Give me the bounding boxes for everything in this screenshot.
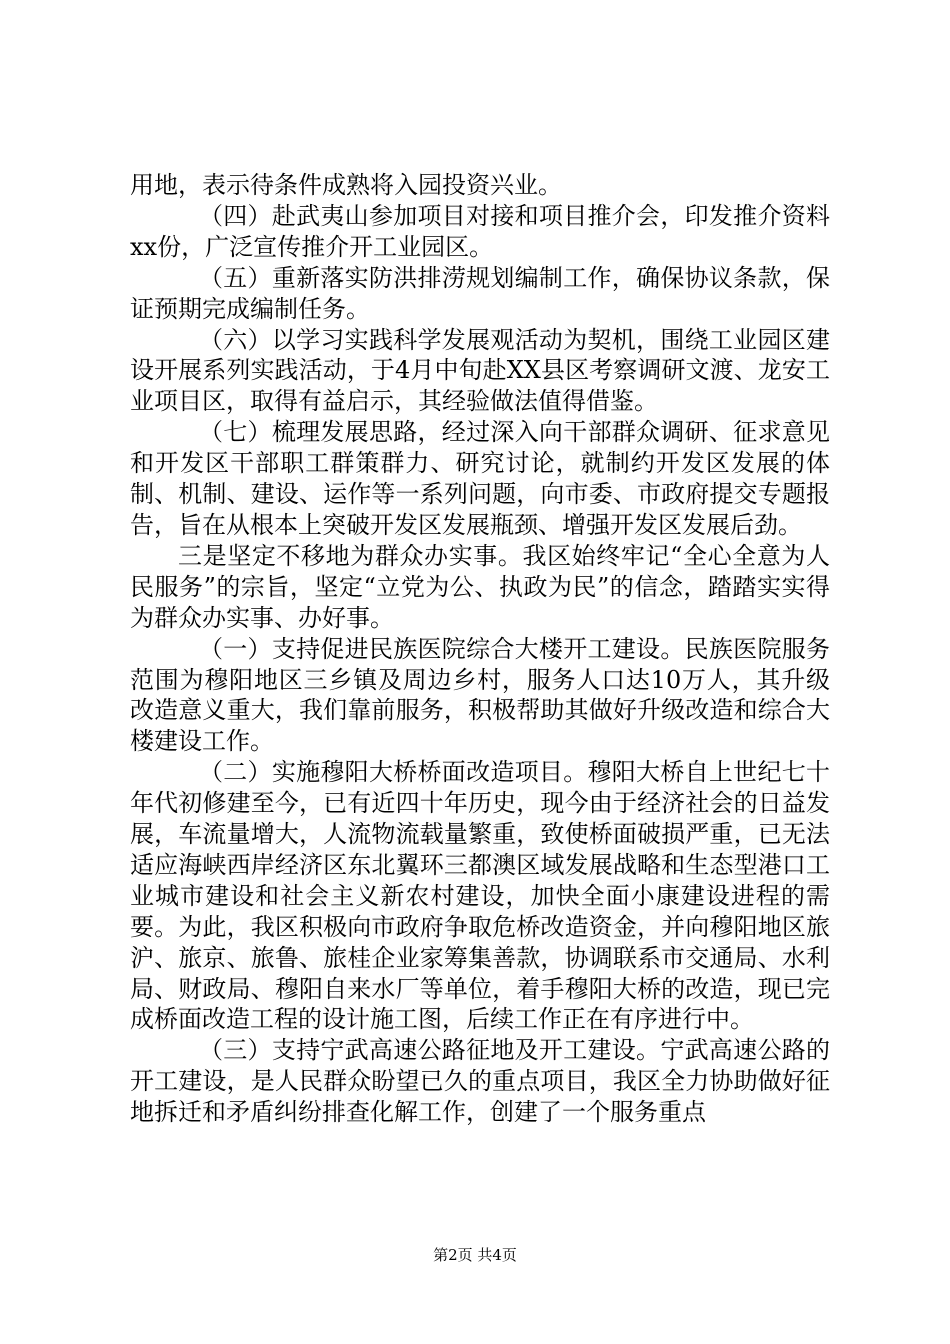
paragraph-item-2: （二）实施穆阳大桥桥面改造项目。穆阳大桥自上世纪七十年代初修建至今，已有近四十年历史，现今由于经济社会的日益发展，车流量增大，人流物流载量繁重，致使桥面破损严重，已无法适应海峡西岸经济区东北翼环三都澳区域发展战略和生态型港口工业城市建设和社会主义新农村建设，加快全面小康建设进程的需要。为此，我区积极向市政府争取危桥改造资金，并向穆阳地区旅沪、旅京、旅鲁、旅桂企业家筹集善款，协调联系市交通局、水利局、财政局、穆阳自来水厂等单位，着手穆阳大桥的改造，现已完成桥面改造工程的设计施工图，后续工作正在有序进行中。 [130,758,830,1034]
paragraph-item-5: （五）重新落实防洪排涝规划编制工作，确保协议条款，保证预期完成编制任务。 [130,263,830,323]
paragraph-item-4: （四）赴武夷山参加项目对接和项目推介会，印发推介资料xx份，广泛宣传推介开工业园区。 [130,201,830,261]
paragraph-item-1: （一）支持促进民族医院综合大楼开工建设。民族医院服务范围为穆阳地区三乡镇及周边乡村，服务人口达10万人，其升级改造意义重大，我们靠前服务，积极帮助其做好升级改造和综合大楼建设工作。 [130,634,830,756]
paragraph-item-6: （六）以学习实践科学发展观活动为契机，围绕工业园区建设开展系列实践活动，于4月中旬赴XX县区考察调研文渡、龙安工业项目区，取得有益启示，其经验做法值得借鉴。 [130,325,830,416]
document-body [130,170,830,1128]
page-footer: 第2页 共4页 [433,1246,517,1264]
paragraph-continuation: 用地，表示待条件成熟将入园投资兴业。 [130,171,562,199]
paragraph-section-3: 三是坚定不移地为群众办实事。我区始终牢记“全心全意为人民服务”的宗旨，坚定“立党为公、执政为民”的信念，踏踏实实得为群众办实事、办好事。 [130,541,830,632]
paragraph-item-7: （七）梳理发展思路，经过深入向干部群众调研、征求意见和开发区干部职工群策群力、研究讨论，就制约开发区发展的体制、机制、建设、运作等一系列问题，向市委、市政府提交专题报告，旨在从根本上突破开发区发展瓶颈、增强开发区发展后劲。 [130,418,830,539]
paragraph-item-3: （三）支持宁武高速公路征地及开工建设。宁武高速公路的开工建设，是人民群众盼望已久的重点项目，我区全力协助做好征地拆迁和矛盾纠纷排查化解工作，创建了一个服务重点 [130,1036,830,1127]
